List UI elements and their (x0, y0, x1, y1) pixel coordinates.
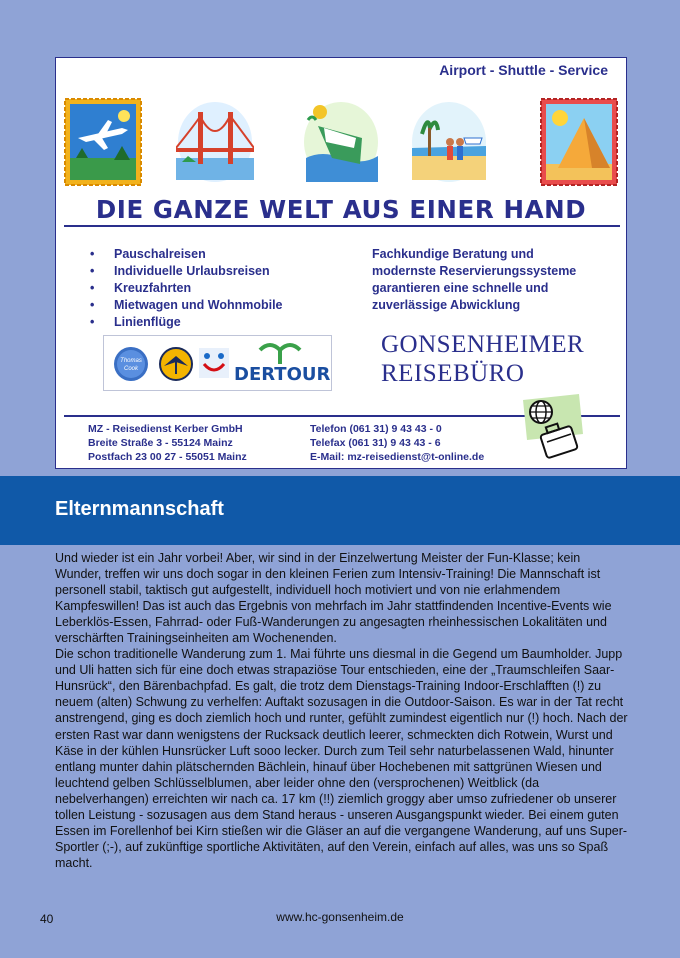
article-body (55, 550, 630, 871)
article-paragraph: Die schon traditionelle Wanderung zum 1. Mai führte uns diesmal in die Gegend um Baumholder. Jupp und Uli hatten sich für eine doch etwas strapaziöse Tour entschieden, eine der „Traumschleifen Saar-Hunsrück“, den Bärenbachpfad. Es galt, die trotz dem Dienstags-Training Indoor-Erschlafften (!) zu neuem (alten) Schwung zu verhelfen: Auftakt sozusagen in die Outdoor-Saison. Es war in der Tat recht anstrengend, ging es doch ziemlich hoch und runter, gefühlt zumindest eigentlich nur (!) hoch. Nach der ersten Rast war dann wenigstens der Rucksack deutlich leerer, schmeckten dich Rotwein, Wurst und Käse in der kühlen Hunsrücker Luft sooo lecker. Durch zum Teil sehr naturbelassenen Wald, hinunter entlang munter dahin plätschernden Bächlein, hinauf über Hochebenen mit sattgrünen Wiesen und leuchtend gelben Schlüsselblumen, aber leider ohne den (versprochenen) Weitblick (da nebelverhangen) erreichten wir nach ca. 17 km (!!) ziemlich groggy aber umso zufriedener ob unserer tollen Leistung - sozusagen aus dem Stand heraus - unseren Ausgangspunkt wieder. Bei einem guten Essen im Forellenhof bei Kirn stießen wir die Gläser an auf die vergangene Wanderung, auf uns Super-Sportler (;-), auf zukünftige sportliche Aktivitäten, auf den Verein, einfach auf alles, was uns so Spaß macht. (55, 647, 628, 870)
service-list-item: • Linienflüge (90, 315, 181, 329)
section-heading-band (0, 476, 680, 545)
thomas-cook-logo (114, 347, 148, 381)
service-list-item: • Pauschalreisen (90, 247, 206, 261)
service-list (90, 246, 283, 331)
article-paragraph: Und wieder ist ein Jahr vorbei! Aber, wir sind in der Einzelwertung Meister der Fun-Klasse; kein Wunder, treffen wir uns doch sogar in den kleinen Ferien zum Intensiv-Training! Die Mannschaft ist personell stabil, taktisch gut aufgestellt, individuell hoch motiviert und von nie erlahmendem Kampfeswillen! Das ist auch das Ergebnis von mehrfach im Jahr stattfindenden Incentive-Events wie Leberklös-Essen, Fahrrad- oder Fuß-Wanderungen zu angesagten rheinhessischen Lokalitäten und verschärften Trainingseinheiten am Wochenenden. (55, 551, 612, 646)
dertour-logo (234, 345, 330, 385)
ad-service-line: Airport - Shuttle - Service (439, 62, 608, 78)
beach-couple-stamp-icon (410, 98, 488, 186)
contact-phone-email: Telefon (061 31) 9 43 43 - 0 Telefax (061 31) 9 43 43 - 6 E-Mail: mz-reisedienst@t-online.de (310, 423, 485, 463)
service-list-item: • Mietwagen und Wohnmobile (90, 298, 283, 312)
section-title: Elternmannschaft (55, 498, 224, 520)
travel-agency-advertisement (55, 57, 627, 469)
bridge-stamp-icon (176, 98, 254, 186)
contact-address: MZ - Reisedienst Kerber GmbH Breite Straße 3 - 55124 Mainz Postfach 23 00 27 - 55051 Mainz (88, 423, 247, 463)
cruise-ship-stamp-icon (302, 98, 380, 186)
email-link[interactable]: E-Mail: mz-reisedienst@t-online.de (310, 451, 485, 463)
footer-url[interactable]: www.hc-gonsenheim.de (276, 910, 404, 924)
service-list-item: • Individuelle Urlaubsreisen (90, 264, 270, 278)
pyramid-stamp-icon (540, 98, 618, 186)
svg-text:Cook: Cook (123, 366, 139, 372)
globe-luggage-icon (513, 394, 587, 464)
partner-logos (103, 335, 332, 391)
airplane-stamp-icon (64, 98, 142, 186)
agency-name: GONSENHEIMER REISEBÜRO (381, 331, 585, 387)
page-number: 40 (40, 912, 54, 926)
service-list-item: • Kreuzfahrten (90, 281, 192, 295)
headline-divider (64, 225, 620, 227)
svg-text:Thomas: Thomas (120, 358, 142, 364)
advice-text: Fachkundige Beratung und modernste Reservierungssysteme garantieren eine schnelle und zuverlässige Abwicklung (372, 247, 577, 312)
travel-stamps-row (64, 98, 618, 186)
svg-text:DERTOUR: DERTOUR (234, 364, 331, 385)
lufthansa-logo (160, 348, 192, 380)
ad-headline: DIE GANZE WELT AUS EINER HAND (95, 195, 587, 224)
tui-logo (199, 348, 229, 378)
